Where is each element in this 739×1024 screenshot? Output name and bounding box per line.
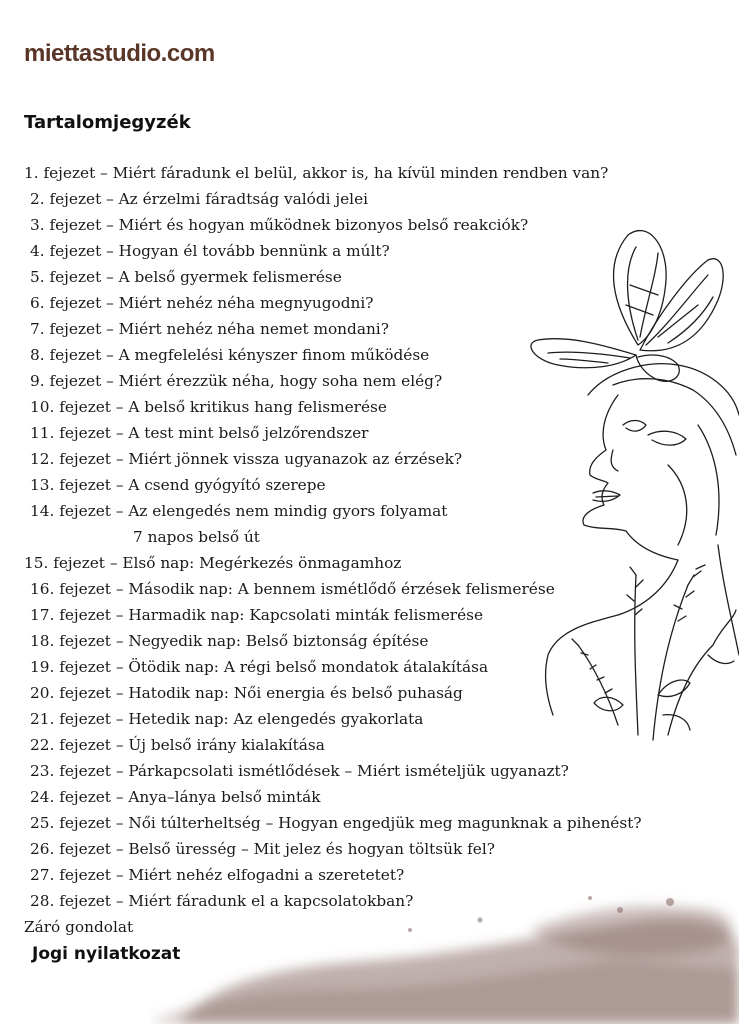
toc-entry-3: 3. fejezet – Miért és hogyan működnek bizonyos belső reakciók? (30, 216, 529, 234)
toc-entry-24: 24. fejezet – Anya–lánya belső minták (30, 788, 321, 806)
toc-entry-closing: Záró gondolat (24, 918, 134, 936)
toc-entry-19: 19. fejezet – Ötödik nap: A régi belső mondatok átalakítása (30, 658, 489, 676)
toc-entry-22: 22. fejezet – Új belső irány kialakítása (30, 736, 325, 754)
toc-section-7-napos: 7 napos belső út (133, 528, 260, 546)
toc-entry-4: 4. fejezet – Hogyan él tovább bennünk a múlt? (30, 242, 390, 260)
toc-entry-9: 9. fejezet – Miért érezzük néha, hogy soha nem elég? (30, 372, 443, 390)
toc-entry-12: 12. fejezet – Miért jönnek vissza ugyanazok az érzések? (30, 450, 463, 468)
toc-entry-26: 26. fejezet – Belső üresség – Mit jelez és hogyan töltsük fel? (30, 840, 495, 858)
toc-entry-16: 16. fejezet – Második nap: A bennem ismétlődő érzések felismerése (30, 580, 555, 598)
eye-left (623, 421, 646, 432)
toc-entry-27: 27. fejezet – Miért nehéz elfogadni a szeretetet? (30, 866, 405, 884)
toc-entry-28: 28. fejezet – Miért fáradunk el a kapcsolatokban? (30, 892, 414, 910)
watercolor-wash-decoration (150, 890, 739, 1024)
toc-entry-8: 8. fejezet – A megfelelési kényszer finom működése (30, 346, 430, 364)
legal-notice: Jogi nyilatkozat (32, 944, 181, 964)
toc-entry-15: 15. fejezet – Első nap: Megérkezés önmagamhoz (24, 554, 402, 572)
lips (593, 491, 620, 502)
toc-entry-11: 11. fejezet – A test mint belső jelzőrendszer (30, 424, 369, 442)
toc-entry-1: 1. fejezet – Miért fáradunk el belül, akkor is, ha kívül minden rendben van? (24, 164, 609, 182)
toc-entry-2: 2. fejezet – Az érzelmi fáradtság valódi jelei (30, 190, 369, 208)
toc-entry-5: 5. fejezet – A belső gyermek felismerése (30, 268, 342, 286)
toc-entry-17: 17. fejezet – Harmadik nap: Kapcsolati minták felismerése (30, 606, 484, 624)
toc-entry-6: 6. fejezet – Miért nehéz néha megnyugodni? (30, 294, 374, 312)
toc-entry-23: 23. fejezet – Párkapcsolati ismétlődések – Miért ismételjük ugyanazt? (30, 762, 569, 780)
toc-entry-10: 10. fejezet – A belső kritikus hang felismerése (30, 398, 387, 416)
toc-entry-14: 14. fejezet – Az elengedés nem mindig gyors folyamat (30, 502, 448, 520)
toc-entry-18: 18. fejezet – Negyedik nap: Belső biztonság építése (30, 632, 429, 650)
eye-right (648, 431, 686, 445)
toc-title: Tartalomjegyzék (24, 112, 191, 133)
toc-entry-20: 20. fejezet – Hatodik nap: Női energia és belső puhaság (30, 684, 463, 702)
toc-entry-25: 25. fejezet – Női túlterheltség – Hogyan engedjük meg magunknak a pihenést? (30, 814, 642, 832)
toc-entry-21: 21. fejezet – Hetedik nap: Az elengedés gyakorlata (30, 710, 424, 728)
toc-entry-7: 7. fejezet – Miért nehéz néha nemet mondani? (30, 320, 389, 338)
butterfly-right-wing (640, 259, 723, 351)
flower-stems (578, 575, 713, 740)
woman-butterfly-illustration (518, 225, 739, 745)
face-profile (583, 395, 678, 560)
neck-shoulder (546, 560, 678, 715)
butterfly-upper-wing (614, 231, 667, 345)
brand-logo: miettastudio.com (24, 40, 215, 67)
toc-entry-13: 13. fejezet – A csend gyógyító szerepe (30, 476, 326, 494)
